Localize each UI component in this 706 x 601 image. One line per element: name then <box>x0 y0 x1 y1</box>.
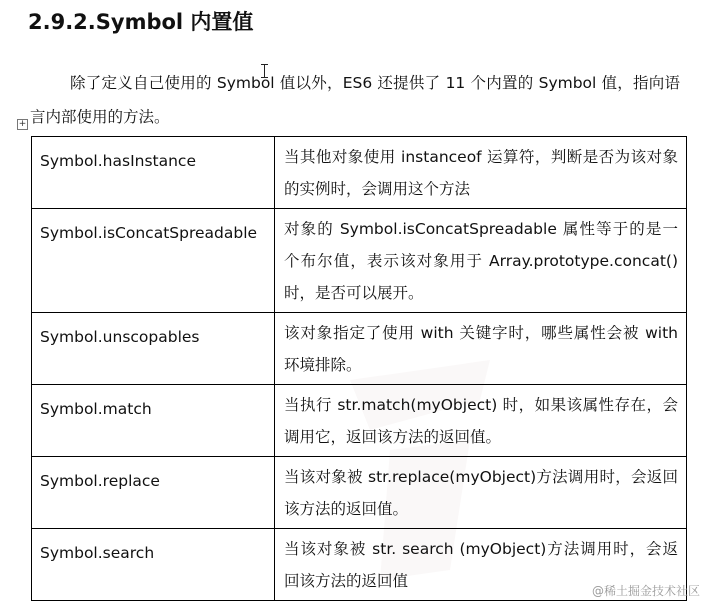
symbol-name-cell: Symbol.hasInstance <box>32 137 275 209</box>
table-move-handle-icon[interactable]: + <box>18 119 27 129</box>
symbol-desc-cell: 当该对象被 str. search (myObject)方法调用时，会返回该方法的返回值 <box>275 529 687 601</box>
symbol-desc-cell: 当其他对象使用 instanceof 运算符，判断是否为该对象的实例时，会调用这个方法 <box>275 137 687 209</box>
symbol-name-cell: Symbol.search <box>32 529 275 601</box>
section-heading: 2.9.2.Symbol 内置值 <box>28 10 254 34</box>
table-row <box>32 457 687 529</box>
table-row <box>32 385 687 457</box>
symbol-name-cell: Symbol.isConcatSpreadable <box>32 209 275 313</box>
intro-paragraph: 除了定义自己使用的 Symbol 值以外，ES6 还提供了 11 个内置的 Symbol 值，指向语言内部使用的方法。 <box>30 74 680 126</box>
symbol-desc-cell: 当执行 str.match(myObject) 时，如果该属性存在，会调用它，返回该方法的返回值。 <box>275 385 687 457</box>
symbol-name-cell: Symbol.match <box>32 385 275 457</box>
site-watermark: @稀土掘金技术社区 <box>591 584 700 598</box>
builtin-symbols-table <box>31 136 687 601</box>
symbol-desc-cell: 对象的 Symbol.isConcatSpreadable 属性等于的是一个布尔值，表示该对象用于 Array.prototype.concat()时，是否可以展开。 <box>275 209 687 313</box>
table-row <box>32 529 687 601</box>
table-row <box>32 313 687 385</box>
symbol-name-cell: Symbol.unscopables <box>32 313 275 385</box>
table-row <box>32 209 687 313</box>
symbol-desc-cell: 该对象指定了使用 with 关键字时，哪些属性会被 with 环境排除。 <box>275 313 687 385</box>
symbol-name-cell: Symbol.replace <box>32 457 275 529</box>
table-row <box>32 137 687 209</box>
text-cursor-icon <box>264 64 271 78</box>
symbol-desc-cell: 当该对象被 str.replace(myObject)方法调用时，会返回该方法的返回值。 <box>275 457 687 529</box>
